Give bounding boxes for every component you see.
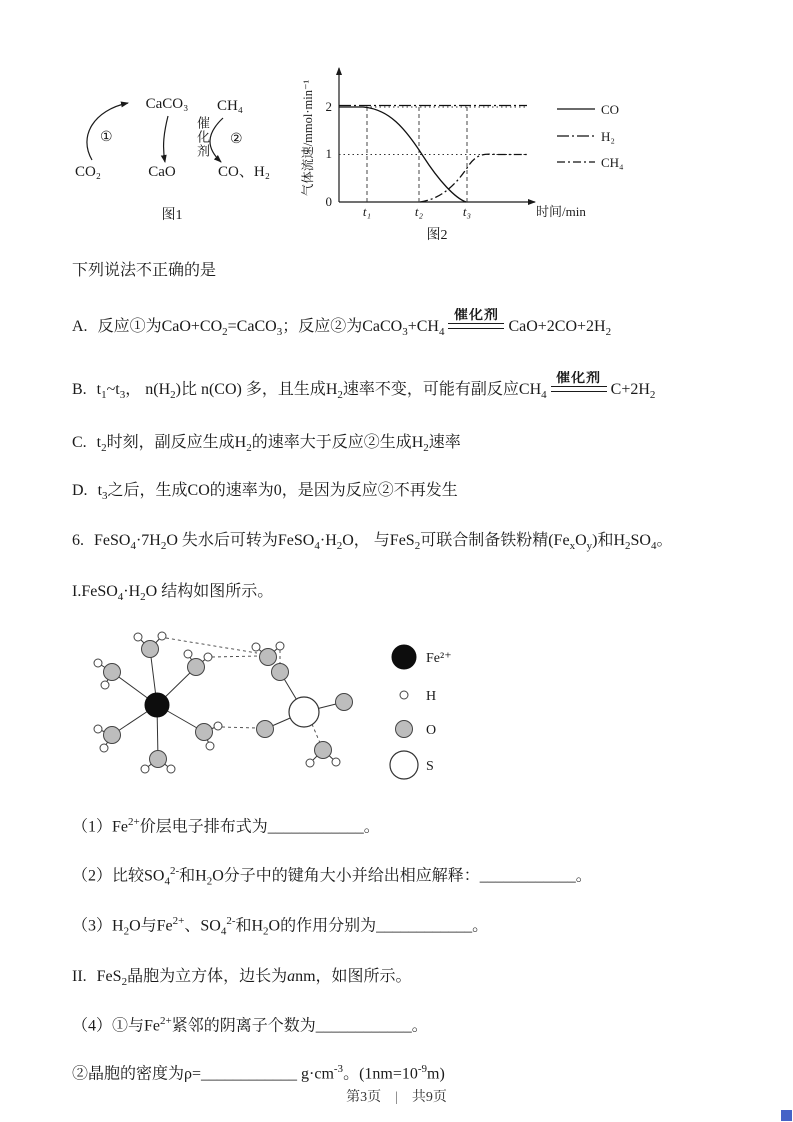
y-tick-0: 0: [325, 194, 332, 209]
legend-label-h2: H₂: [601, 129, 615, 144]
section-1-label: I.: [72, 582, 82, 600]
catalyst-text-a: 催化剂: [453, 308, 499, 324]
curve-ch4: [420, 154, 527, 202]
subquestion-3: $(3)H_2O$与$Fe^{2+}$、$SO_4^{2-}$和$H_2O$的作用分别为____________。: [72, 915, 489, 938]
figure1-cycle-diagram: [72, 86, 277, 226]
question-stem: 下列说法不正确的是: [72, 262, 217, 279]
figure2-caption: 图2: [426, 228, 448, 243]
arrow-caco3-to-cao: [164, 116, 168, 162]
figure1-step2-label: ②: [230, 132, 243, 147]
y-axis-label: 气体流速/mmol·min⁻¹: [301, 79, 315, 197]
figure2-graph: [299, 52, 644, 244]
section-2: [72, 966, 741, 990]
section-2-text: FeS$_2$晶胞为立方体，边长为anm，如图所示。: [96, 967, 412, 988]
sulfur-atom: [289, 697, 319, 727]
subquestion-2: （2）比较$SO_4^{2-}$和$H_2O$分子中的键角大小并给出相应解释：____________。: [72, 865, 592, 888]
section-2-label: II.: [72, 967, 87, 985]
double-line-a: [448, 323, 504, 329]
structure-legend: [390, 645, 452, 779]
option-d-label: D.: [72, 481, 88, 499]
figures-row: [72, 0, 741, 244]
option-c: [72, 432, 741, 456]
question-6: [72, 530, 741, 554]
option-b-pre: $t_1\sim t_3$， $n(H_2)$比 n(CO) 多，且生成$H_2$速率不变，可能有副反应$CH_4$: [96, 381, 547, 402]
figure1-step1-label: ①: [100, 130, 113, 145]
figure1-cao-label: CaO: [148, 164, 176, 180]
figure2-svg: [299, 52, 644, 244]
legend-label-ch4: CH₄: [601, 155, 624, 170]
x-tick-t2: t₂: [414, 204, 424, 219]
section-1-text: $FeSO_4\cdot H_2O$ 结构如图所示。: [81, 582, 274, 603]
option-c-text: $t_2$时刻，副反应生成$H_2$的速率大于反应②生成$H_2$速率: [96, 433, 461, 454]
question-6-number: 6.: [72, 532, 84, 550]
footer-page-number: 第3页: [346, 1090, 382, 1105]
subquestion-4: （4）①与$Fe^{2+}$紧邻的阴离子个数为____________。: [72, 1015, 428, 1035]
double-line-b: [551, 386, 607, 392]
legend-o-label: O: [426, 723, 437, 739]
section-1: [72, 581, 741, 605]
subquestion-1: $(1)Fe^{2+}$价层电子排布式为____________。: [72, 816, 380, 836]
footer-separator: |: [395, 1090, 398, 1105]
legend-fe-icon: [392, 645, 416, 669]
figure1-svg: [72, 86, 277, 226]
figure3-structure-diagram: [72, 617, 741, 799]
x-tick-t3: t₃: [462, 204, 472, 219]
option-b-label: B.: [72, 381, 87, 399]
option-a-post: $CaO+2CO+2H_2$: [508, 318, 612, 339]
option-d: [72, 480, 741, 504]
figure1-caption: 图1: [161, 208, 183, 223]
legend-h-label: H: [426, 689, 437, 705]
x-tick-t1: t₁: [362, 204, 372, 219]
option-a-pre: 反应①为$CaO+CO_2=CaCO_3$；反应②为$CaCO_3+CH_4$: [97, 318, 445, 339]
option-b-post: $C+2H_2$: [610, 381, 656, 402]
corner-watermark-square: [781, 1110, 792, 1121]
legend-o-icon: [396, 721, 413, 738]
figure1-ch4-label: CH₄: [216, 98, 244, 114]
footer-total-pages: 共9页: [411, 1090, 447, 1105]
option-d-text: $t_3$之后，生成CO的速率为0，是因为反应②不再发生: [97, 481, 458, 503]
y-tick-1: 1: [325, 146, 332, 161]
figure1-caco3-label: CaCO₃: [145, 96, 189, 112]
figure1-co-h2-label: CO、H₂: [218, 164, 270, 180]
legend-s-label: S: [426, 759, 434, 775]
catalyst-condition-a: [448, 308, 504, 329]
iron-atom: [145, 693, 169, 717]
option-a: [72, 308, 741, 341]
legend-label-co: CO: [601, 102, 620, 117]
subquestion-5: ②晶胞的密度为ρ=____________ $g\cdot cm^{-3}$。$(1nm=10^{-9}m)$: [72, 1062, 445, 1082]
question-6-text: $FeSO_4\cdot 7H_2O$ 失水后可转为$FeSO_4\cdot H_2O$， 与FeS$_2$可联合制备铁粉精$(Fe_xO_y)$和$H_2SO_4$。: [94, 532, 673, 553]
option-c-label: C.: [72, 433, 87, 451]
y-tick-2: 2: [325, 99, 332, 114]
figure1-co2-label: CO₂: [74, 164, 102, 180]
x-axis-label: 时间/min: [536, 204, 586, 219]
legend-fe-label: Fe²⁺: [426, 651, 452, 667]
page-footer: [0, 1086, 793, 1106]
catalyst-text-b: 催化剂: [556, 370, 602, 386]
option-b: [72, 371, 741, 404]
catalyst-condition-b: [551, 371, 607, 392]
figure1-catalyst-label: 催化剂: [195, 116, 210, 158]
legend-h-icon: [400, 691, 408, 699]
legend-s-icon: [390, 751, 418, 779]
figure3-svg: [72, 617, 502, 799]
option-a-label: A.: [72, 318, 88, 336]
